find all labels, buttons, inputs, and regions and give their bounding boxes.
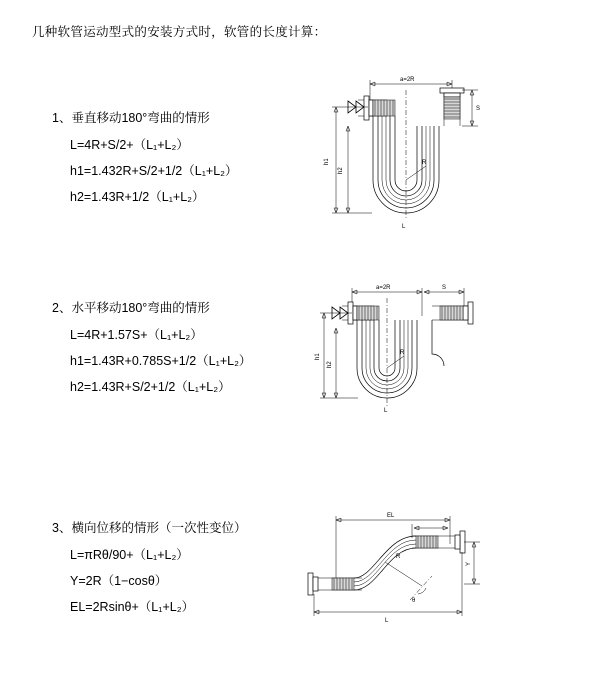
figure-2-label-r: R: [400, 350, 405, 356]
section-1-formula-1: L=4R+S/2+（L₁+L₂）: [70, 138, 189, 152]
figure-2-label-a: a=2R: [376, 285, 391, 291]
section-2-formula-3: h2=1.43R+S/2+1/2（L₁+L₂）: [70, 380, 231, 394]
section-1-formula-2: h1=1.432R+S/2+1/2（L₁+L₂）: [70, 164, 238, 178]
figure-3-label-el: EL: [387, 513, 395, 519]
section-2-formula-2: h1=1.43R+0.785S+1/2（L₁+L₂）: [70, 354, 252, 368]
section-3-text: [52, 518, 312, 623]
section-3-formula-2: Y=2R（1−cosθ）: [70, 574, 168, 588]
figure-1-label-l: L: [402, 224, 406, 230]
section-1-formula-3: h2=1.43R+1/2（L₁+L₂）: [70, 190, 205, 204]
section-1-text: [52, 108, 312, 213]
section-2-text: [52, 298, 312, 403]
figure-2-label-h2: h2: [327, 361, 333, 368]
page-title: 几种软管运动型式的安装方式时，软管的长度计算：: [32, 25, 327, 39]
figure-vertical-180-bend: [312, 70, 492, 260]
figure-1-label-r: R: [422, 160, 427, 166]
figure-1-drawing: [312, 70, 492, 260]
section-3-formula-1: L=πRθ/90+（L₁+L₂）: [70, 548, 189, 562]
figure-3-drawing: [292, 504, 492, 639]
section-2-formula-1: L=4R+1.57S+（L₁+L₂）: [70, 328, 203, 342]
section-3-heading: 3、横向位移的情形（一次性变位）: [52, 521, 247, 535]
figure-1-label-h1: h1: [324, 158, 330, 165]
figure-1-label-a: a=2R: [400, 77, 415, 83]
figure-lateral-offset: [292, 504, 492, 639]
figure-3-label-r: R: [396, 554, 401, 560]
section-1-heading: 1、垂直移动180°弯曲的情形: [52, 111, 210, 125]
figure-horizontal-180-bend: [312, 276, 492, 436]
figure-3-label-l: L: [385, 618, 389, 624]
section-3-formula-3: EL=2Rsinθ+（L₁+L₂）: [70, 600, 195, 614]
section-2-heading: 2、水平移动180°弯曲的情形: [52, 301, 210, 315]
figure-1-label-s: S: [476, 106, 481, 112]
figure-3-label-theta: θ: [412, 598, 416, 604]
figure-2-drawing: [312, 276, 492, 436]
figure-2-label-h1: h1: [315, 353, 321, 360]
figure-1-label-h2: h2: [338, 167, 344, 174]
figure-2-label-l: L: [384, 408, 388, 414]
figure-2-label-s: S: [442, 285, 447, 291]
figure-3-label-y: Y: [466, 561, 472, 566]
